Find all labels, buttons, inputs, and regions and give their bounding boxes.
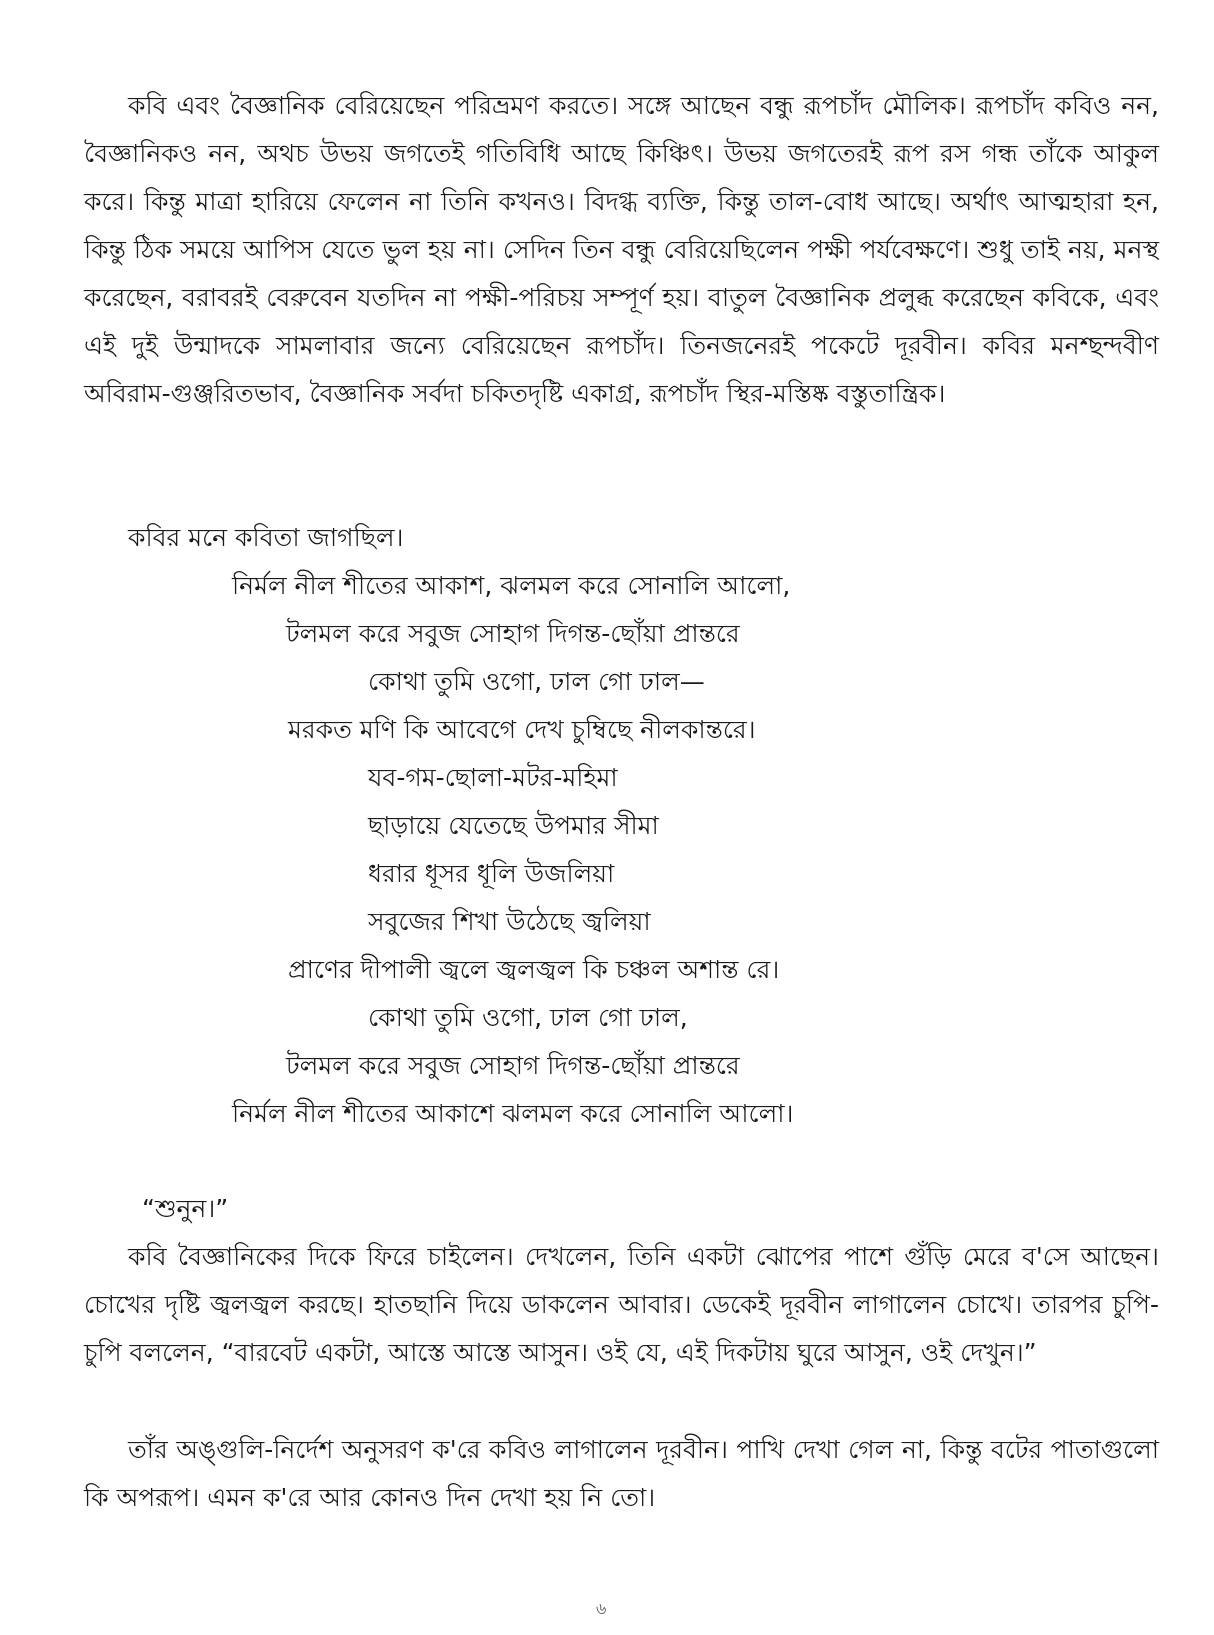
paragraph-scientist-calls: কবি বৈজ্ঞানিকের দিকে ফিরে চাইলেন। দেখলেন, তিনি একটা ঝোপের পাশে গুঁড়ি মেরে ব'সে আছেন। চোখের দৃষ্টি জ্বলজ্বল করছে। হাতছানি দিয়ে ডাকলেন আবার। ডেকেই দূরবীন লাগালেন চোখে। তারপর চুপি-চুপি বললেন, “বারবেট একটা, আস্তে আস্তে আসুন। ওই যে, এই দিকটায় ঘুরে আসুন, ওই দেখুন।” bbox=[84, 1242, 1159, 1367]
poem-line: যব-গম-ছোলা-মটর-মহিমা bbox=[368, 763, 618, 792]
poem-line: প্রাণের দীপালী জ্বলে জ্বলজ্বল কি চঞ্চল অশান্ত রে। bbox=[288, 955, 780, 984]
poem-line: কোথা তুমি ওগো, ঢাল গো ঢাল, bbox=[368, 1003, 688, 1032]
poem-line: মরকত মণি কি আবেগে দেখ চুম্বিছে নীলকান্তরে। bbox=[288, 715, 756, 744]
poem-line: নির্মল নীল শীতের আকাশ, ঝলমল করে সোনালি আলো, bbox=[232, 571, 791, 600]
poem-line: সবুজের শিখা উঠেছে জ্বলিয়া bbox=[368, 907, 651, 936]
poem-line: ধরার ধূসর ধূলি উজলিয়া bbox=[368, 859, 615, 888]
poem-line: কোথা তুমি ওগো, ঢাল গো ঢাল— bbox=[368, 667, 705, 696]
poem-line: টলমল করে সবুজ সোহাগ দিগন্ত-ছোঁয়া প্রান্তরে bbox=[286, 619, 740, 648]
paragraph-poem-intro: কবির মনে কবিতা জাগছিল। bbox=[128, 523, 404, 552]
paragraph-dialogue-listen: “শুনুন।” bbox=[142, 1194, 229, 1223]
poem-line: টলমল করে সবুজ সোহাগ দিগন্ত-ছোঁয়া প্রান্তরে bbox=[286, 1051, 740, 1080]
paragraph-binoculars: তাঁর অঙ্গুলি-নির্দেশ অনুসরণ ক'রে কবিও লাগালেন দূরবীন। পাখি দেখা গেল না, কিন্তু বটের পাতাগুলো কি অপরূপ। এমন ক'রে আর কোনও দিন দেখা হয় নি তো। bbox=[84, 1435, 1159, 1512]
poem-line: ছাড়ায়ে যেতেছে উপমার সীমা bbox=[368, 811, 659, 840]
poem-line: নির্মল নীল শীতের আকাশে ঝলমল করে সোনালি আলো। bbox=[232, 1099, 794, 1128]
paragraph-intro: কবি এবং বৈজ্ঞানিক বেরিয়েছেন পরিভ্রমণ করতে। সঙ্গে আছেন বন্ধু রূপচাঁদ মৌলিক। রূপচাঁদ কবিও নন, বৈজ্ঞানিকও নন, অথচ উভয় জগতেই গতিবিধি আছে কিঞ্চিৎ। উভয় জগতেরই রূপ রস গন্ধ তাঁকে আকুল করে। কিন্তু মাত্রা হারিয়ে ফেলেন না তিনি কখনও। বিদগ্ধ ব্যক্তি, কিন্তু তাল-বোধ আছে। অর্থাৎ আত্মহারা হন, কিন্তু ঠিক সময়ে আপিস যেতে ভুল হয় না। সেদিন তিন বন্ধু বেরিয়েছিলেন পক্ষী পর্যবেক্ষণে। শুধু তাই নয়, মনস্থ করেছেন, বরাবরই বেরুবেন যতদিন না পক্ষী-পরিচয় সম্পূর্ণ হয়। বাতুল বৈজ্ঞানিক প্রলুব্ধ করেছেন কবিকে, এবং এই দুই উন্মাদকে সামলাবার জন্যে বেরিয়েছেন রূপচাঁদ। তিনজনেরই পকেটে দূরবীন। কবির মনশ্ছন্দবীণ অবিরাম-গুঞ্জরিতভাব, বৈজ্ঞানিক সর্বদা চকিতদৃষ্টি একাগ্র, রূপচাঁদ স্থির-মস্তিষ্ক বস্তুতান্ত্রিক। bbox=[84, 91, 1159, 408]
page-number: ৬ bbox=[596, 1599, 607, 1618]
